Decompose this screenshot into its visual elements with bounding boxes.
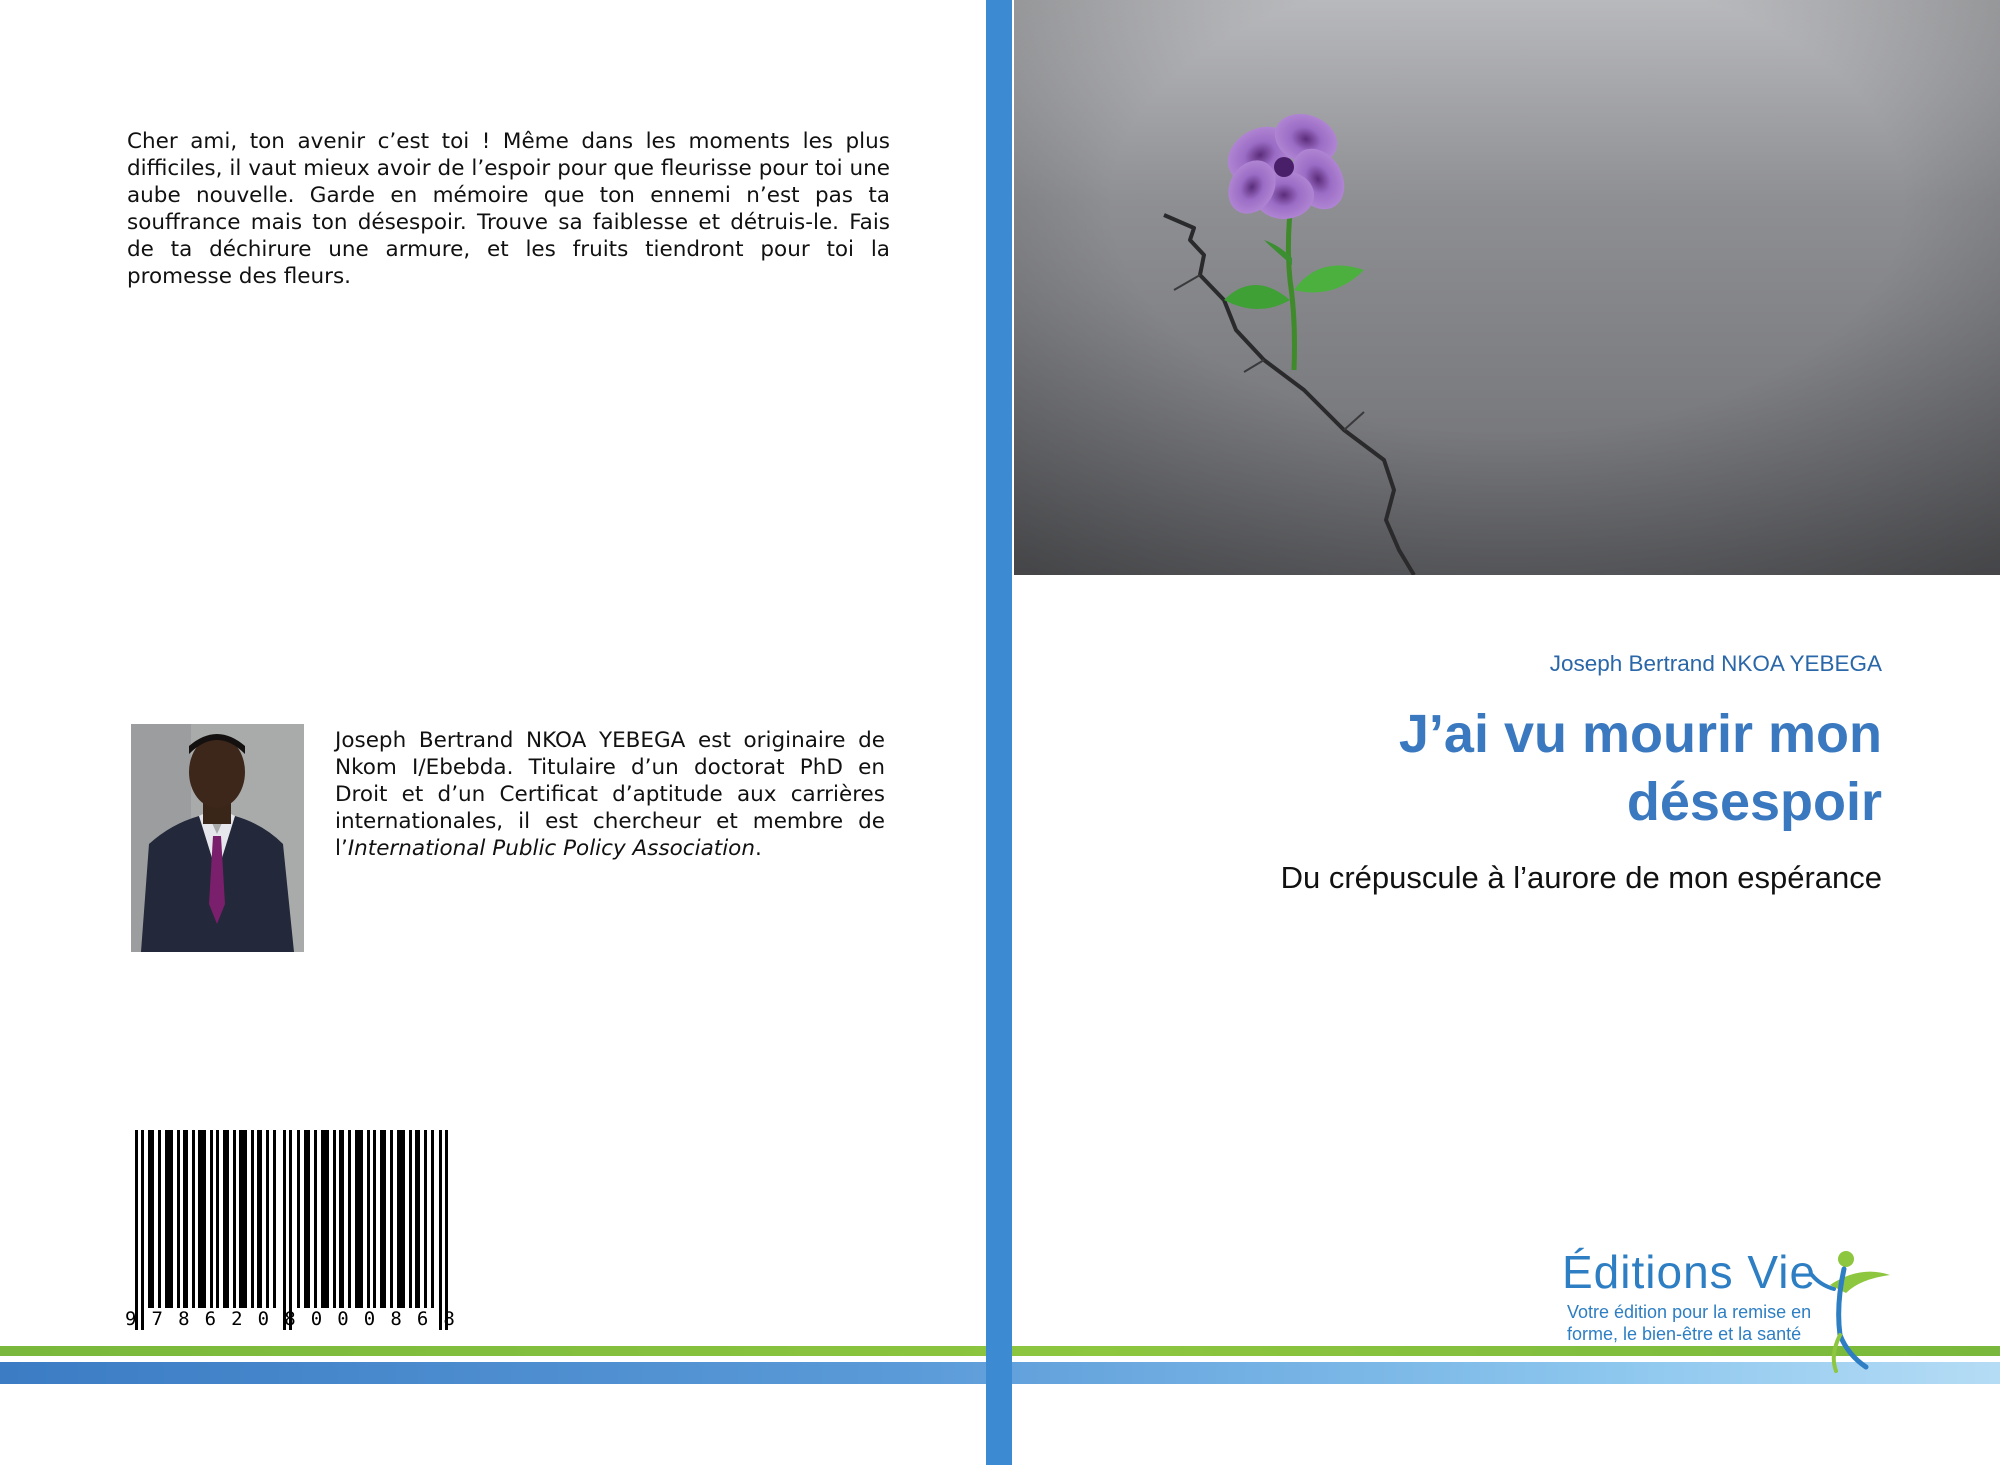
cover-author-name: Joseph Bertrand NKOA YEBEGA: [1549, 651, 1882, 676]
isbn-digit: 8: [284, 1308, 296, 1330]
spine-bar: [986, 0, 1012, 1465]
isbn-digit: 0: [310, 1308, 323, 1330]
book-title: [1262, 700, 1882, 836]
bio-end: .: [754, 836, 762, 861]
isbn-digit: 9: [125, 1308, 137, 1330]
back-cover-blurb: Cher ami, ton avenir c’est toi ! Même dans les moments les plus difficiles, il vaut mieux avoir de l’espoir pour que fleurisse pour toi une aube nouvelle. Garde en mémoire que ton ennemi n’est pas ta souffrance mais ton désespoir. Trouve sa faiblesse et détruis-le. Fais de ta déchirure une armure, et les fruits tiendront pour toi la promesse des fleurs.: [127, 129, 890, 289]
publisher-name: Éditions Vie: [1562, 1246, 1817, 1298]
author-bio: [335, 727, 885, 862]
publisher-tagline-line-1: Votre édition pour la remise en: [1567, 1302, 1812, 1322]
isbn-digit: 0: [363, 1308, 376, 1330]
isbn-number: [125, 1308, 455, 1330]
publisher-tagline-line-2: forme, le bien-être et la santé: [1567, 1324, 1802, 1344]
bio-organization: International Public Policy Association: [347, 836, 755, 861]
isbn-digit: 8: [390, 1308, 402, 1330]
bio-text: Joseph Bertrand NKOA YEBEGA est originaire de Nkom I/Ebebda. Titulaire d’un doctorat PhD en Droit et d’un Certificat d’aptitude aux carrières internationales, il est chercheur et membre de l’: [335, 728, 885, 861]
isbn-barcode: [127, 1130, 457, 1330]
isbn-digit: 7: [151, 1308, 163, 1330]
isbn-digit: 8: [443, 1308, 455, 1330]
book-title-line-1: J’ai vu mourir mon: [1398, 704, 1882, 764]
cover-photo-flower-in-asphalt: [1014, 0, 2000, 575]
isbn-digit: 6: [416, 1308, 429, 1330]
publisher-tagline: [1567, 1301, 1832, 1345]
dancing-figure-icon: [1800, 1245, 1900, 1375]
book-title-line-2: désespoir: [1626, 772, 1882, 832]
isbn-digit: 8: [178, 1308, 190, 1330]
book-subtitle: Du crépuscule à l’aurore de mon espérance: [1280, 860, 1882, 895]
publisher-logo: [1562, 1245, 1902, 1375]
author-photo: [131, 724, 304, 952]
isbn-digit: 2: [231, 1308, 243, 1330]
isbn-digit: 0: [337, 1308, 349, 1330]
isbn-digit: 0: [257, 1308, 270, 1330]
isbn-digit: 6: [204, 1308, 217, 1330]
